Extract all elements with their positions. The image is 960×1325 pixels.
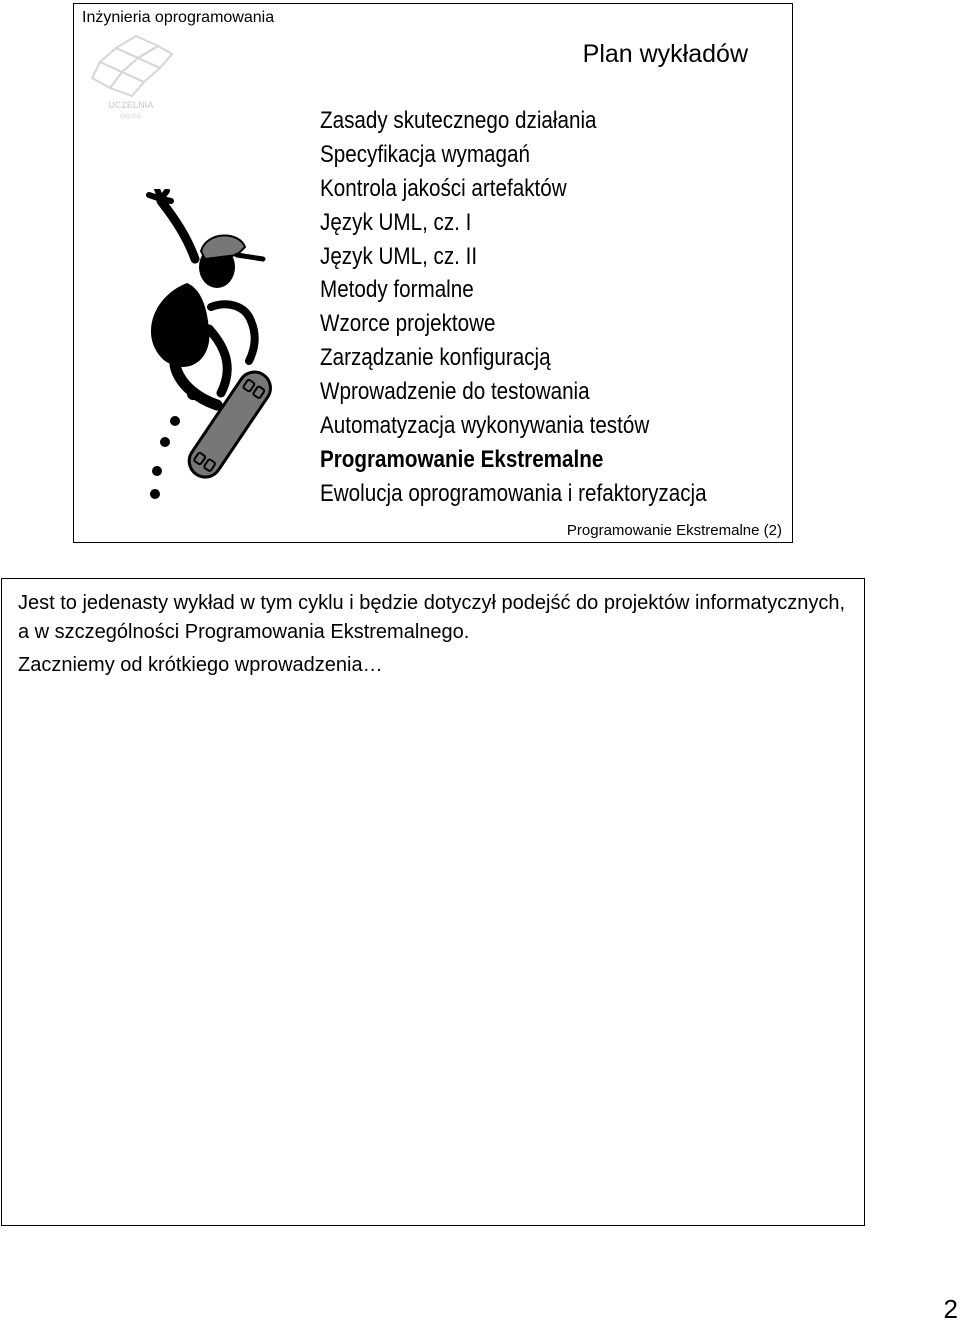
topic-item: Wprowadzenie do testowania xyxy=(320,378,590,406)
slide-title: Plan wykładów xyxy=(582,40,748,68)
skateboarder-illustration xyxy=(109,189,309,509)
topic-item: Zarządzanie konfiguracją xyxy=(320,344,551,372)
page-number: 2 xyxy=(943,1294,958,1324)
topic-item: Automatyzacja wykonywania testów xyxy=(320,412,650,440)
topic-item: Język UML, cz. I xyxy=(320,208,472,236)
slide-footer: Programowanie Ekstremalne (2) xyxy=(566,522,782,539)
slide xyxy=(73,3,793,543)
notes-paragraph: Jest to jedenasty wykład w tym cyklu i będzie dotyczył podejść do projektów informatycznych, a w szczególności Programowania Ekstremalnego. xyxy=(18,592,846,643)
topic-item-current: Programowanie Ekstremalne xyxy=(320,445,604,473)
notes-paragraph: Zaczniemy od krótkiego wprowadzenia… xyxy=(18,654,383,676)
svg-text:ONLINE: ONLINE xyxy=(119,114,143,120)
topic-item: Kontrola jakości artefaktów xyxy=(320,174,567,202)
svg-text:UCZELNIA: UCZELNIA xyxy=(108,100,154,110)
topic-item: Zasady skutecznego działania xyxy=(320,107,597,134)
lecture-topic-list xyxy=(320,104,707,511)
lecture-notes xyxy=(1,578,865,1226)
topic-item: Ewolucja oprogramowania i refaktoryzacja xyxy=(320,479,707,507)
uczelnia-online-logo xyxy=(86,32,176,122)
topic-item: Wzorce projektowe xyxy=(320,310,496,338)
slide-header: Inżynieria oprogramowania xyxy=(82,9,275,26)
topic-item: Metody formalne xyxy=(320,276,474,304)
topic-item: Specyfikacja wymagań xyxy=(320,140,530,168)
topic-item: Język UML, cz. II xyxy=(320,242,478,270)
